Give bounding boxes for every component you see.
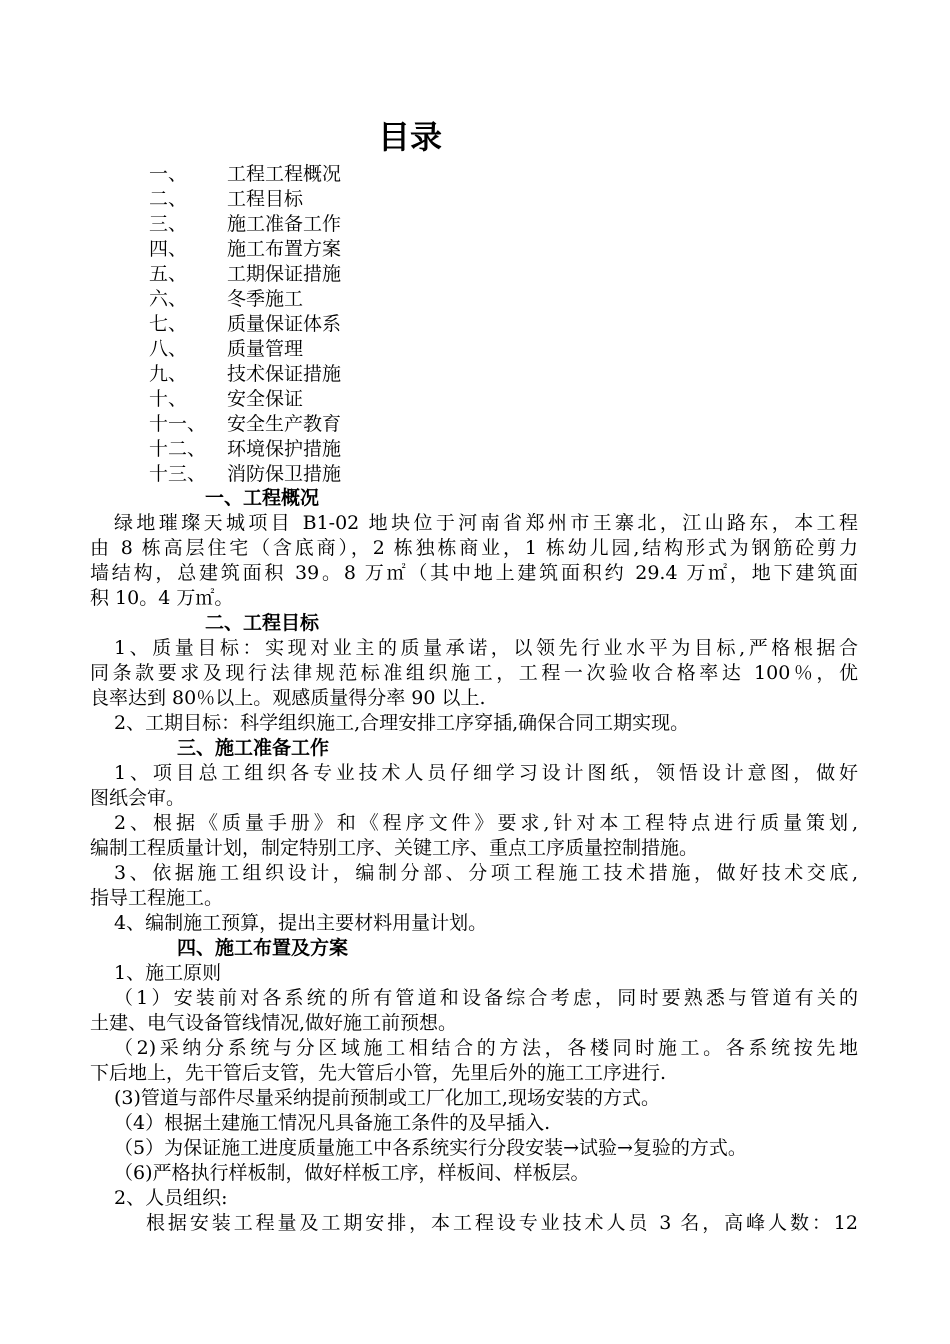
paragraph-line: 根据安装工程量及工期安排，本工程设专业技术人员 3 名，高峰人数：12 (146, 1212, 858, 1234)
paragraph-line: (3)管道与部件尽量采纳提前预制或工厂化加工,现场安装的方式。 (114, 1087, 660, 1109)
toc-item[interactable]: 十一、 安全生产教育 (149, 413, 342, 435)
paragraph-line: 同条款要求及现行法律规范标准组织施工，工程一次验收合格率达 100％，优 (90, 662, 858, 684)
paragraph-line: 指导工程施工。 (90, 887, 224, 909)
paragraph-line: （5）为保证施工进度质量施工中各系统实行分段安装→试验→复验的方式。 (114, 1137, 747, 1159)
toc-item[interactable]: 七、 质量保证体系 (149, 313, 342, 335)
paragraph-line: 3、依据施工组织设计，编制分部、分项工程施工技术措施，做好技术交底, (114, 862, 858, 884)
paragraph-line: 2、根据《质量手册》和《程序文件》要求,针对本工程特点进行质量策划, (114, 812, 858, 834)
paragraph-line: 土建、电气设备管线情况,做好施工前预想。 (90, 1012, 458, 1034)
paragraph-line: （6)严格执行样板制，做好样板工序，样板间、样板层。 (114, 1162, 590, 1184)
toc-item[interactable]: 三、 施工准备工作 (149, 213, 342, 235)
paragraph-line: 图纸会审。 (90, 787, 186, 809)
paragraph-line: 良率达到 80％以上。观感质量得分率 90 以上. (90, 687, 486, 709)
paragraph-line: 1、质量目标：实现对业主的质量承诺，以领先行业水平为目标,严格根据合 (114, 637, 858, 659)
section-heading: 三、施工准备工作 (177, 737, 330, 759)
paragraph-line: 编制工程质量计划，制定特别工序、关键工序、重点工序质量控制措施。 (90, 837, 699, 859)
section-heading: 二、工程目标 (205, 612, 320, 634)
section-heading: 一、工程概况 (205, 487, 320, 509)
paragraph-line: 由 8 栋高层住宅（含底商），2 栋独栋商业，1 栋幼儿园,结构形式为钢筋砼剪力 (90, 537, 858, 559)
toc-item[interactable]: 十三、 消防保卫措施 (149, 463, 342, 485)
paragraph-line: 1、项目总工组织各专业技术人员仔细学习设计图纸，领悟设计意图，做好 (114, 762, 858, 784)
paragraph-line: 2、工期目标：科学组织施工,合理安排工序穿插,确保合同工期实现。 (114, 712, 690, 734)
section-heading: 四、施工布置及方案 (177, 937, 349, 959)
paragraph-line: 积 10。4 万㎡。 (90, 587, 234, 609)
toc-title: 目录 (377, 118, 442, 156)
toc-item[interactable]: 十二、 环境保护措施 (149, 438, 342, 460)
paragraph-line: （4）根据土建施工情况凡具备施工条件的及早插入. (114, 1112, 551, 1134)
paragraph-line: 1、施工原则 (114, 962, 222, 984)
paragraph-line: （1）安装前对各系统的所有管道和设备综合考虑，同时要熟悉与管道有关的 (114, 987, 858, 1009)
paragraph-line: 4、编制施工预算，提出主要材料用量计划。 (114, 912, 488, 934)
paragraph-line: 绿地璀璨天城项目 B1-02 地块位于河南省郑州市王寨北，江山路东，本工程 (114, 512, 858, 534)
paragraph-line: 墙结构，总建筑面积 39。8 万㎡（其中地上建筑面积约 29.4 万㎡，地下建筑面 (90, 562, 858, 584)
paragraph-line: 2、人员组织: (114, 1187, 228, 1209)
toc-item[interactable]: 四、 施工布置方案 (149, 238, 342, 260)
toc-item[interactable]: 五、 工期保证措施 (149, 263, 342, 285)
toc-item[interactable]: 一、 工程工程概况 (149, 163, 342, 185)
toc-item[interactable]: 九、 技术保证措施 (149, 363, 342, 385)
toc-item[interactable]: 六、 冬季施工 (149, 288, 304, 310)
paragraph-line: （2)采纳分系统与分区域施工相结合的方法，各楼同时施工。各系统按先地 (114, 1037, 858, 1059)
toc-item[interactable]: 八、 质量管理 (149, 338, 304, 360)
toc-item[interactable]: 十、 安全保证 (149, 388, 304, 410)
table-of-contents (149, 162, 341, 487)
toc-item[interactable]: 二、 工程目标 (149, 188, 304, 210)
paragraph-line: 下后地上，先干管后支管，先大管后小管，先里后外的施工工序进行. (90, 1062, 667, 1084)
